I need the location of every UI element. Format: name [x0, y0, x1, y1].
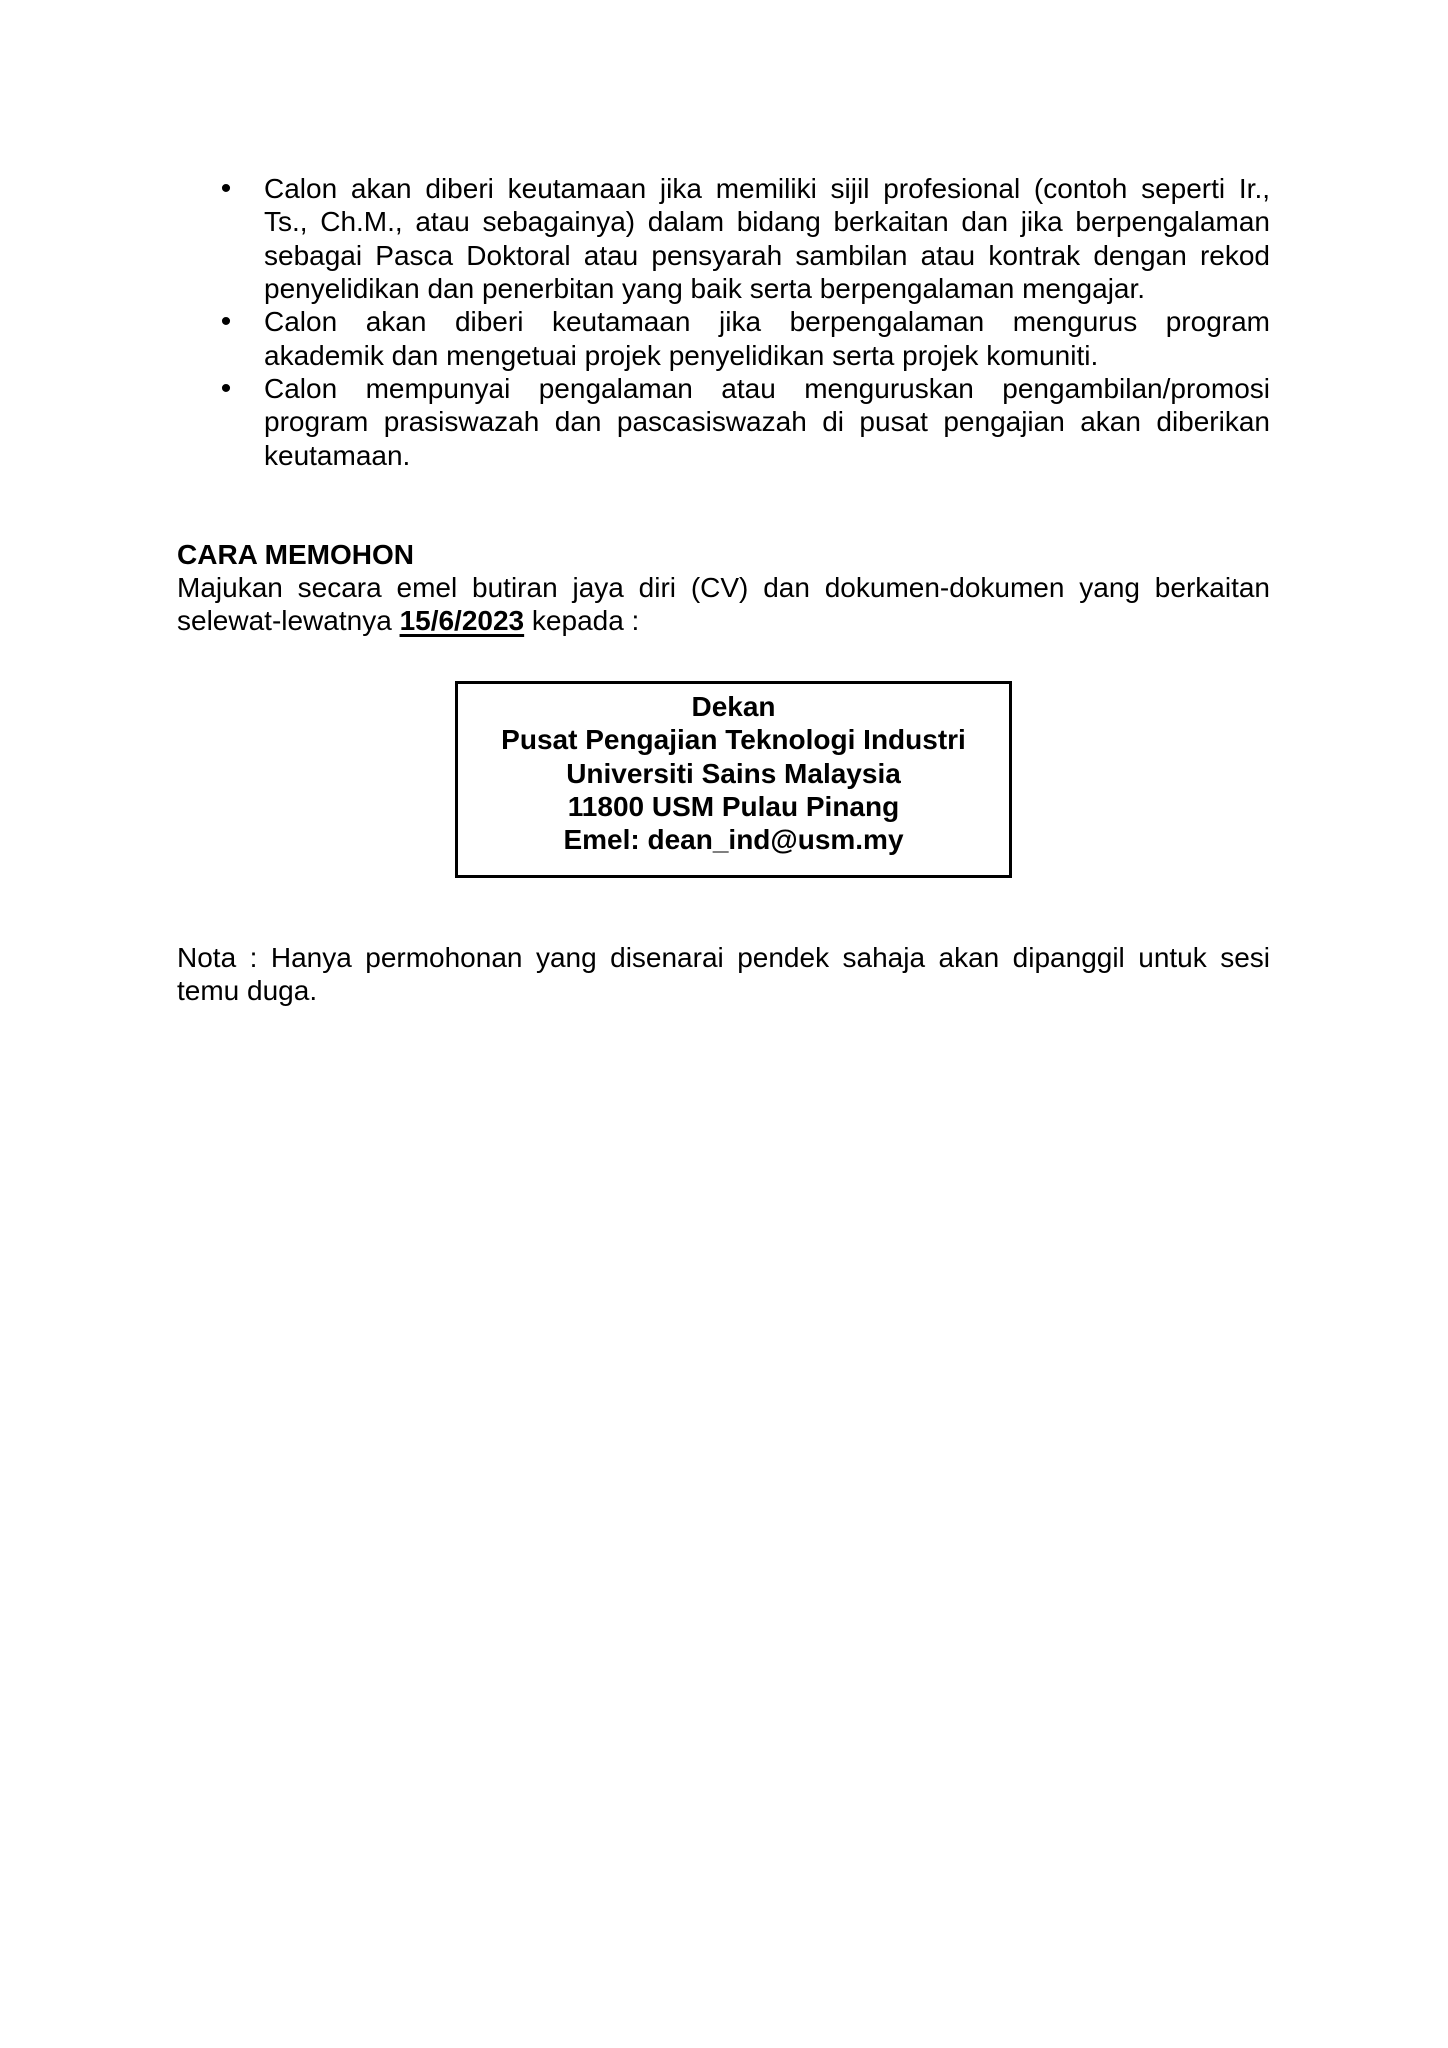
text-segment: kepada :: [524, 605, 640, 637]
paragraph-line: Majukan secara emel butiran jaya diri (CV) dan dokumen-dokumen yang berkaitan: [177, 572, 1270, 603]
apply-instructions-paragraph: [177, 571, 1270, 638]
bullet-line: Calon akan diberi keutamaan jika berpengalaman mengurus program: [264, 306, 1270, 338]
bullet-line: akademik dan mengetuai projek penyelidikan serta projek komuniti.: [264, 339, 1099, 371]
bullet-line: Calon akan diberi keutamaan jika memiliki sijil profesional (contoh seperti Ir.,: [264, 173, 1270, 204]
requirements-bullet-list: [177, 172, 1270, 472]
bullet-icon: •: [220, 172, 232, 205]
address-line-postcode: 11800 USM Pulau Pinang: [567, 790, 900, 822]
bullet-line: Ts., Ch.M., atau sebagainya) dalam bidang berkaitan dan jika berpengalaman: [264, 206, 1270, 238]
address-box: [455, 681, 1012, 878]
section-heading-cara-memohon: CARA MEMOHON: [177, 539, 414, 570]
paragraph-line: [177, 604, 1270, 637]
paragraph-line: Nota : Hanya permohonan yang disenarai pendek sahaja akan dipanggil untuk sesi: [177, 942, 1270, 973]
address-line-university: Universiti Sains Malaysia: [566, 757, 901, 789]
list-item-program-management: [177, 305, 1270, 372]
bullet-line: keutamaan.: [264, 439, 411, 471]
bullet-icon: •: [220, 371, 232, 405]
address-line-email: Emel: dean_ind@usm.my: [563, 824, 904, 856]
note-paragraph: [177, 941, 1270, 1008]
deadline-date: 15/6/2023: [399, 605, 525, 637]
list-item-recruitment-experience: [177, 372, 1270, 472]
bullet-line: penyelidikan dan penerbitan yang baik serta berpengalaman mengajar.: [264, 272, 1146, 304]
bullet-icon: •: [220, 305, 232, 339]
text-segment: selewat-lewatnya: [177, 605, 400, 637]
address-line-school: Pusat Pengajian Teknologi Industri: [501, 724, 966, 756]
address-line-dean: Dekan: [691, 691, 776, 722]
bullet-line: program prasiswazah dan pascasiswazah di pusat pengajian akan diberikan: [264, 406, 1270, 438]
bullet-line: Calon mempunyai pengalaman atau menguruskan pengambilan/promosi: [264, 372, 1270, 404]
bullet-line: sebagai Pasca Doktoral atau pensyarah sambilan atau kontrak dengan rekod: [264, 239, 1270, 271]
list-item-certification: [177, 172, 1270, 305]
paragraph-line: temu duga.: [177, 975, 318, 1007]
